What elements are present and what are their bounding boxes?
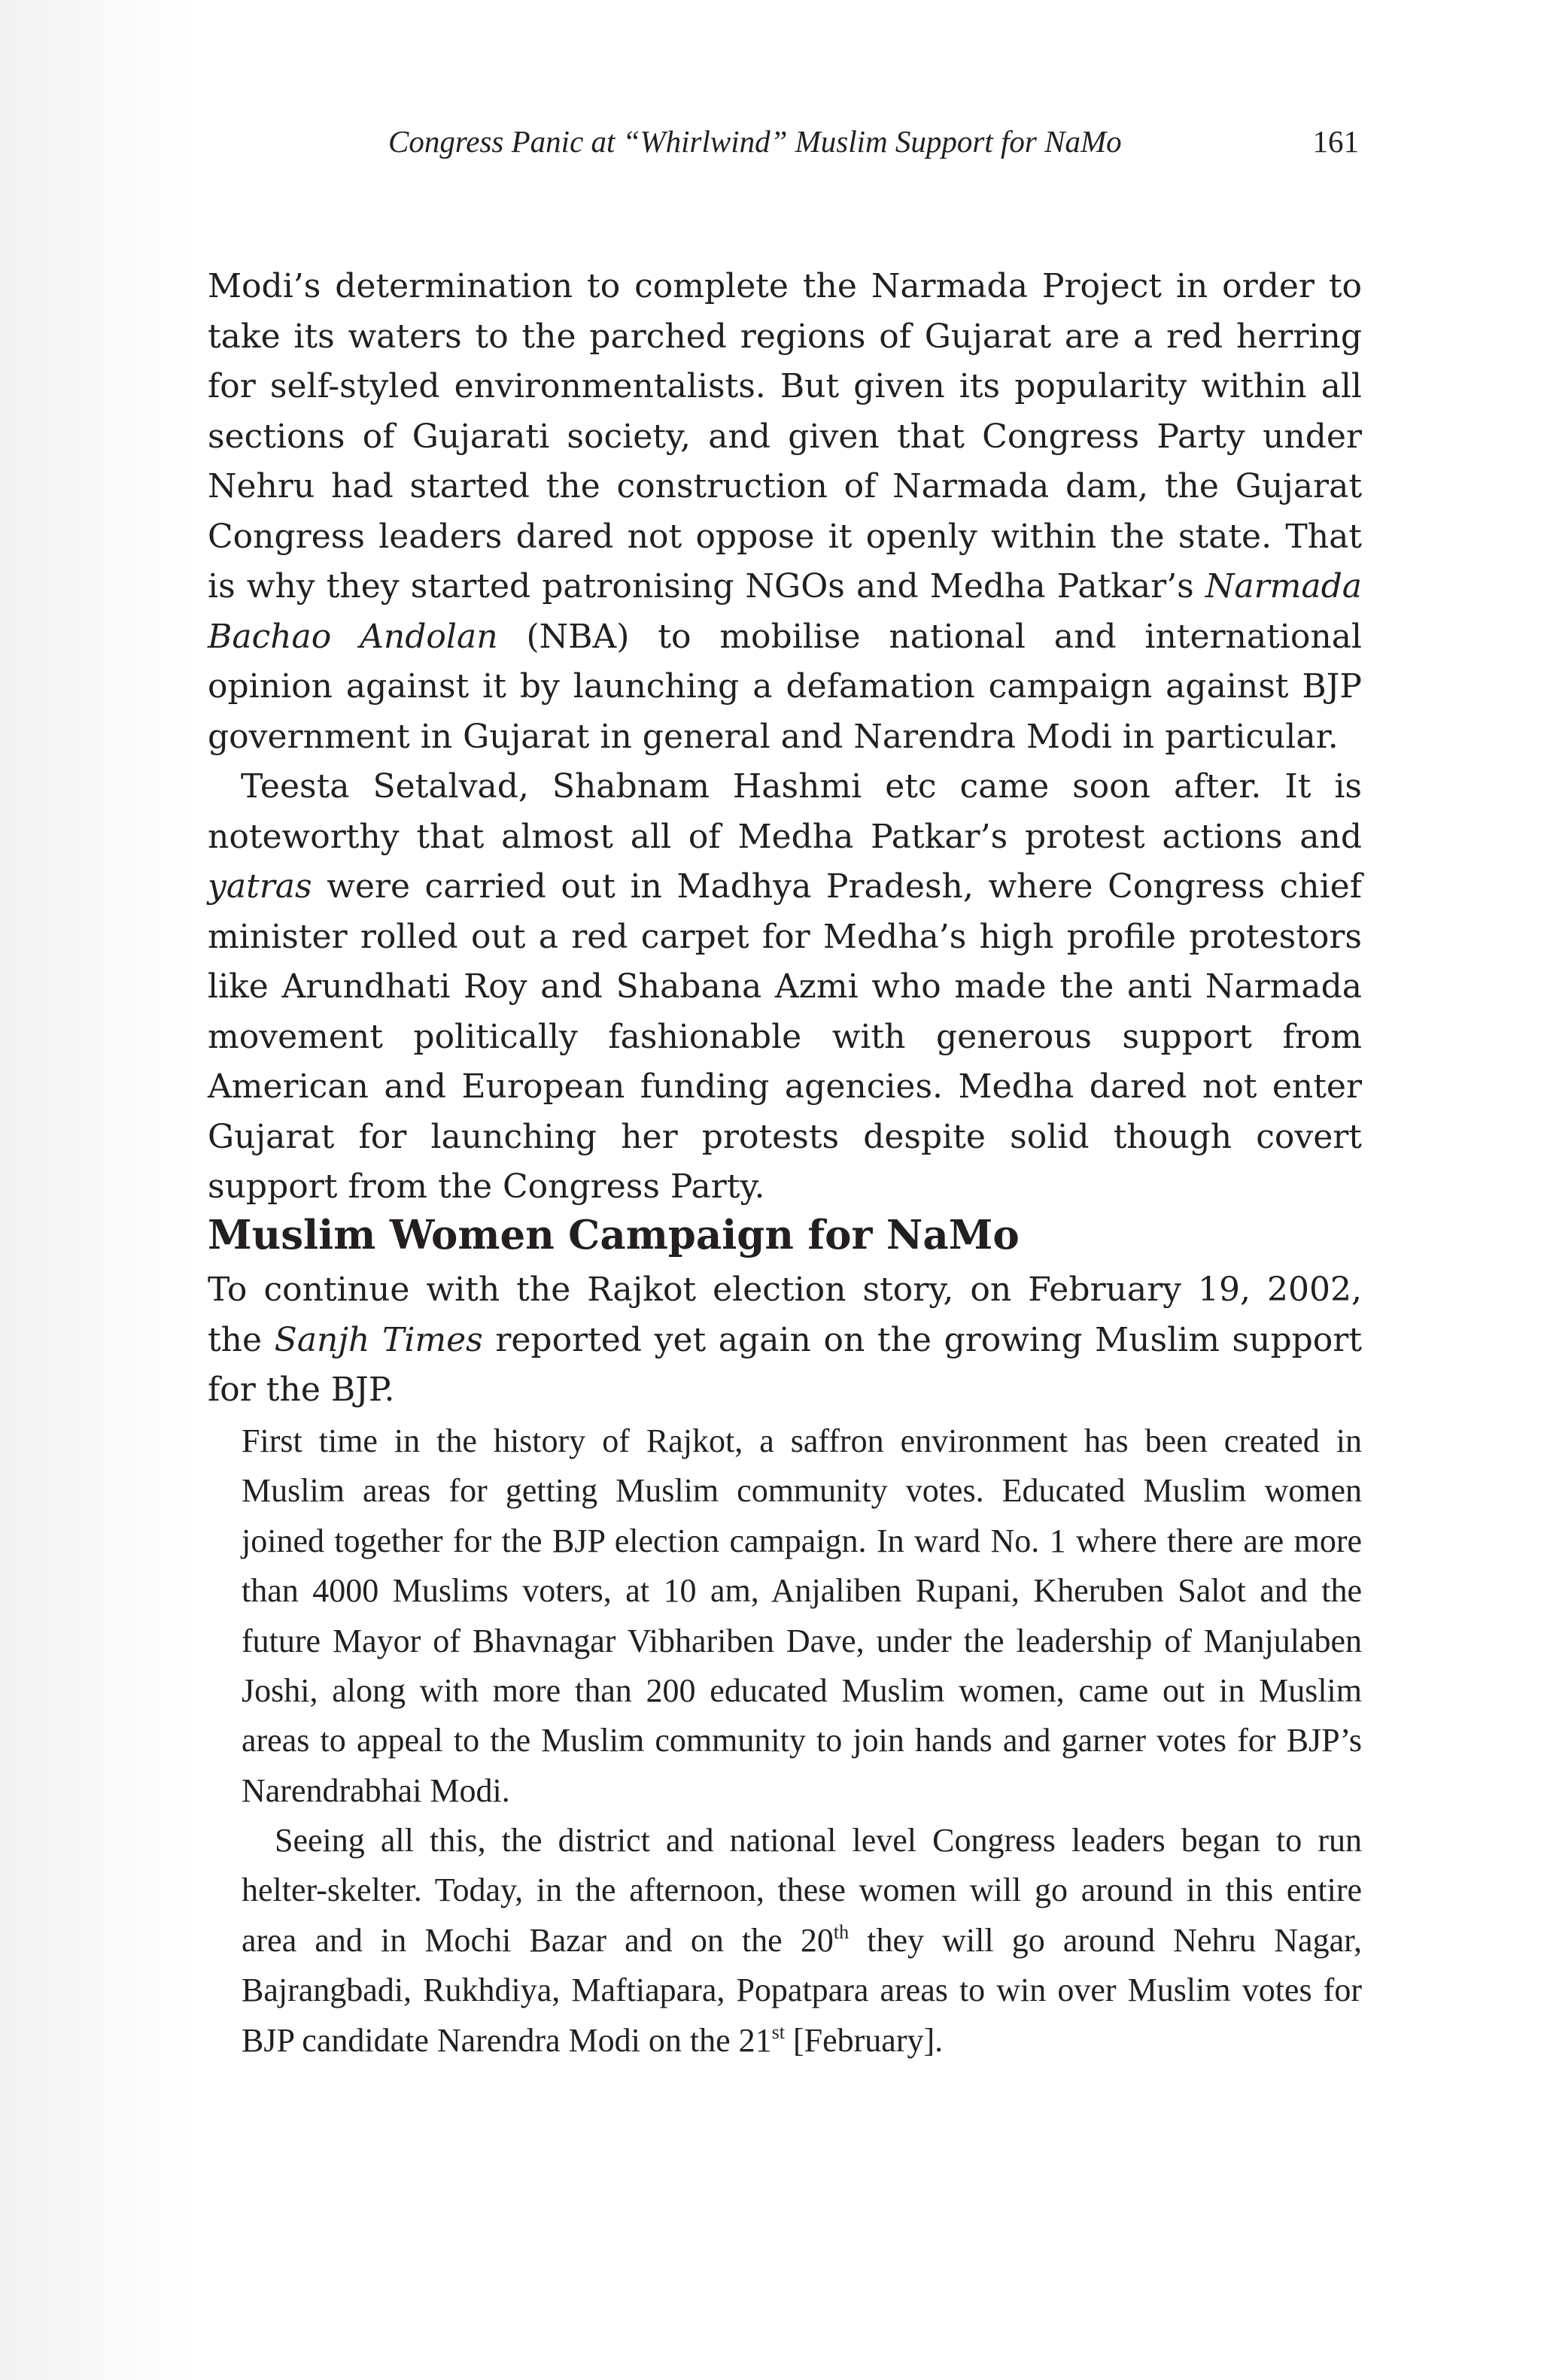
quote-text: they will go around Nehru Nagar, Bajrangbadi, Rukhdiya, Maftiapara, Popatpara areas to win over Muslim votes for BJP candidate Narendra Modi on the 21 — [242, 1921, 1362, 2059]
running-title: Congress Panic at “Whirlwind” Muslim Support for NaMo — [388, 124, 1122, 159]
paragraph-text: (NBA) to mobilise national and international opinion against it by launching a defamation campaign against BJP government in Gujarat in general and Narendra Modi in particular. — [208, 617, 1363, 756]
paragraph-text: Teesta Setalvad, Shabnam Hashmi etc came soon after. It is noteworthy that almost all of Medha Patkar’s protest actions and — [208, 767, 1362, 856]
block-quote-2 — [242, 1816, 1362, 2066]
paragraph-text: reported yet again on the growing Muslim support for the BJP. — [208, 1320, 1363, 1409]
page-number: 161 — [1312, 124, 1359, 159]
paragraph-text: were carried out in Madhya Pradesh, where Congress chief minister rolled out a red carpet for Medha’s high profile protestors like Arundhati Roy and Shabana Azmi who made the anti Narmada movement politically fashionable with generous support from American and European funding agencies. Medha dared not enter Gujarat for launching her protests despite solid though covert support from the Congress Party. — [208, 867, 1362, 1206]
italic-title: Narmada Bachao Andolan — [208, 567, 1362, 656]
quote-text: Seeing all this, the district and national level Congress leaders began to run helter-skelter. Today, in the afternoon, these women will go around in this entire area and in Mochi Bazar and on the 20 — [242, 1822, 1362, 1959]
italic-term: yatras — [208, 867, 312, 906]
quote-text: [February]. — [785, 2021, 944, 2059]
body-paragraph-2 — [208, 762, 1362, 1213]
italic-publication: Sanjh Times — [274, 1320, 483, 1359]
block-quote-1: First time in the history of Rajkot, a saffron environment has been created in Muslim areas for getting Muslim community votes. Educated Muslim women joined together for the BJP election campaign. In ward No. 1 where there are more than 4000 Muslims voters, at 10 am, Anjaliben Rupani, Kheruben Salot and the future Mayor of Bhavnagar Vibhariben Dave, under the leadership of Manjulaben Joshi, along with more than 200 educated Muslim women, came out in Muslim areas to appeal to the Muslim community to join hands and garner votes for BJP’s Narendrabhai Modi. — [242, 1422, 1362, 1809]
ordinal-suffix: st — [771, 2020, 785, 2043]
running-header — [388, 119, 1359, 164]
ordinal-suffix: th — [833, 1920, 850, 1943]
paragraph-text: To continue with the Rajkot election story, on February 19, 2002, the — [208, 1270, 1362, 1359]
paragraph-text: Modi’s determination to complete the Narmada Project in order to take its waters to the parched regions of Gujarat are a red herring for self-styled environmentalists. But given its popularity within all sections of Gujarati society, and given that Congress Party under Nehru had started the construction of Narmada dam, the Gujarat Congress leaders dared not oppose it openly within the state. That is why they started patronising NGOs and Medha Patkar’s — [208, 267, 1362, 606]
body-paragraph-1 — [208, 262, 1362, 762]
body-paragraph-3 — [208, 1265, 1362, 1416]
section-heading: Muslim Women Campaign for NaMo — [208, 1212, 1020, 1258]
